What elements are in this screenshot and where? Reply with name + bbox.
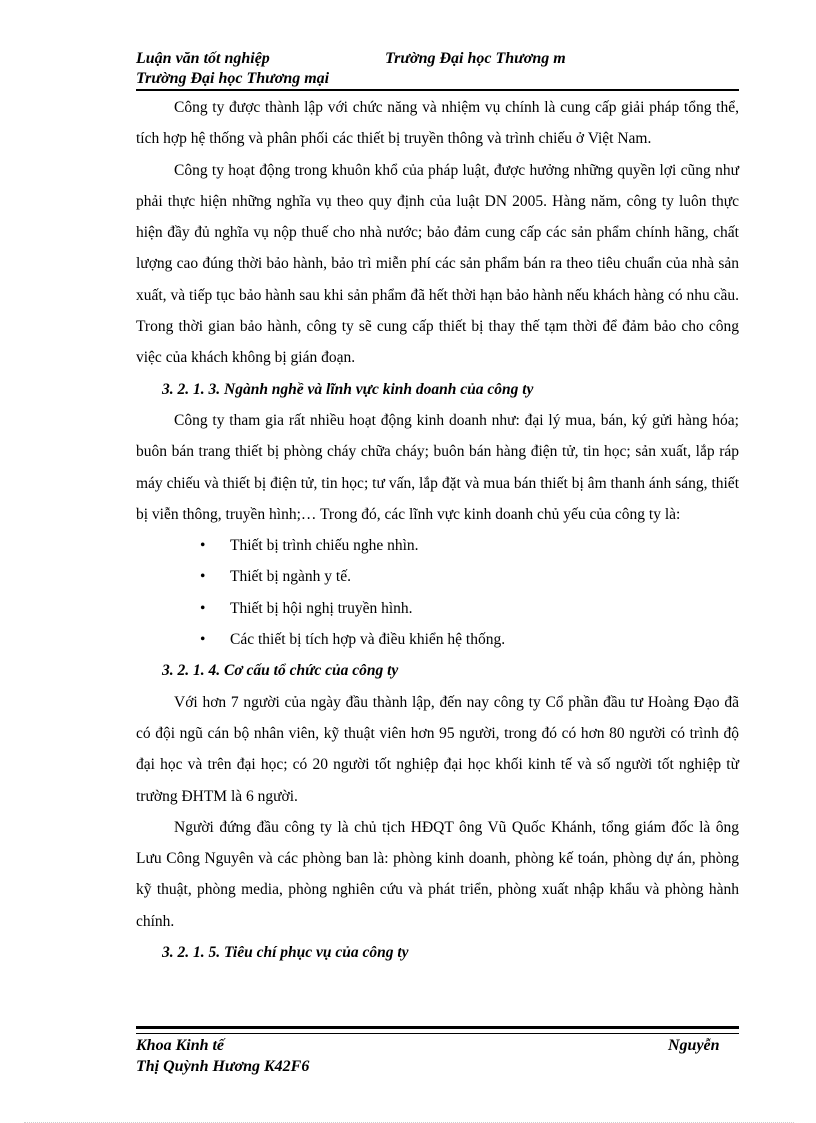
paragraph-staff: Với hơn 7 người của ngày đầu thành lập, đến nay công ty Cổ phần đầu tư Hoàng Đạo đã có đội ngũ cán bộ nhân viên, kỹ thuật viên hơn 95 người, trong đó có hơn 80 người có trình độ đại học và trên đại học; có 20 người tốt nghiệp đại học khối kinh tế và số người tốt nghiệp từ trường ĐHTM là 6 người. (136, 693, 739, 805)
footer-author-surname: Nguyễn (668, 1037, 720, 1054)
list-item-text: Thiết bị trình chiếu nghe nhìn. (230, 537, 419, 555)
list-item (136, 561, 739, 592)
business-fields-list (136, 530, 739, 655)
list-item-text: Thiết bị ngành y tế. (230, 568, 351, 586)
footer-rule (136, 1026, 739, 1034)
list-item (136, 593, 739, 624)
paragraph-company-function: Công ty được thành lập với chức năng và nhiệm vụ chính là cung cấp giải pháp tổng thể, tích hợp hệ thống và phân phối các thiết bị truyền thông và trình chiếu ở Việt Nam. (136, 99, 739, 148)
paragraph-company-operation: Công ty hoạt động trong khuôn khổ của pháp luật, được hưởng những quyền lợi cũng như phải thực hiện những nghĩa vụ theo quy định của luật DN 2005. Hàng năm, công ty luôn thực hiện đầy đủ nghĩa vụ nộp thuế cho nhà nước; bảo đảm cung cấp các sản phẩm chính hãng, chất lượng cao đúng thời bảo hành, bảo trì miễn phí các sản phẩm bán ra theo tiêu chuẩn của nhà sản xuất, và tiếp tục bảo hành sau khi sản phẩm đã hết thời hạn bảo hành nếu khách hàng có nhu cầu. Trong thời gian bảo hành, công ty sẽ cung cấp thiết bị thay thế tạm thời để đảm bảo cho công việc của khách không bị gián đoạn. (136, 161, 739, 367)
paragraph-business-activities: Công ty tham gia rất nhiều hoạt động kinh doanh như: đại lý mua, bán, ký gửi hàng hóa; buôn bán trang thiết bị phòng cháy chữa cháy; buôn bán hàng điện tử, tin học; sản xuất, lắp ráp máy chiếu và thiết bị điện tử, tin học; tư vấn, lắp đặt và mua bán thiết bị âm thanh ánh sáng, thiết bị viễn thông, truyền hình;… Trong đó, các lĩnh vực kinh doanh chủ yếu của công ty là: (136, 411, 739, 523)
header-rule (136, 89, 739, 91)
list-item (136, 530, 739, 561)
list-item (136, 624, 739, 655)
bullet-icon: • (200, 631, 206, 649)
bullet-icon: • (200, 568, 206, 586)
footer-author-name: Thị Quỳnh Hương K42F6 (136, 1058, 310, 1075)
paragraph-leadership: Người đứng đầu công ty là chủ tịch HĐQT ông Vũ Quốc Khánh, tổng giám đốc là ông Lưu Công Nguyên và các phòng ban là: phòng kinh doanh, phòng kế toán, phòng dự án, phòng kỹ thuật, phòng media, phòng nghiên cứu và phát triển, phòng xuất nhập khẩu và phòng hành chính. (136, 818, 739, 930)
section-heading-business-lines: 3. 2. 1. 3. Ngành nghề và lĩnh vực kinh doanh của công ty (162, 380, 534, 398)
footer-faculty: Khoa Kinh tế (136, 1037, 225, 1054)
bullet-icon: • (200, 599, 206, 617)
header-thesis-label: Luận văn tốt nghiệp (136, 50, 270, 67)
body-text (136, 92, 739, 968)
bullet-icon: • (200, 537, 206, 555)
list-item-text: Thiết bị hội nghị truyền hình. (230, 599, 413, 617)
section-heading-org-structure: 3. 2. 1. 4. Cơ cấu tổ chức của công ty (162, 662, 399, 680)
header-university: Trường Đại học Thương mại (136, 70, 330, 87)
header-university-truncated: Trường Đại học Thương m (385, 50, 566, 67)
list-item-text: Các thiết bị tích hợp và điều khiển hệ thống. (230, 631, 506, 649)
section-heading-service-criteria: 3. 2. 1. 5. Tiêu chí phục vụ của công ty (162, 944, 409, 962)
